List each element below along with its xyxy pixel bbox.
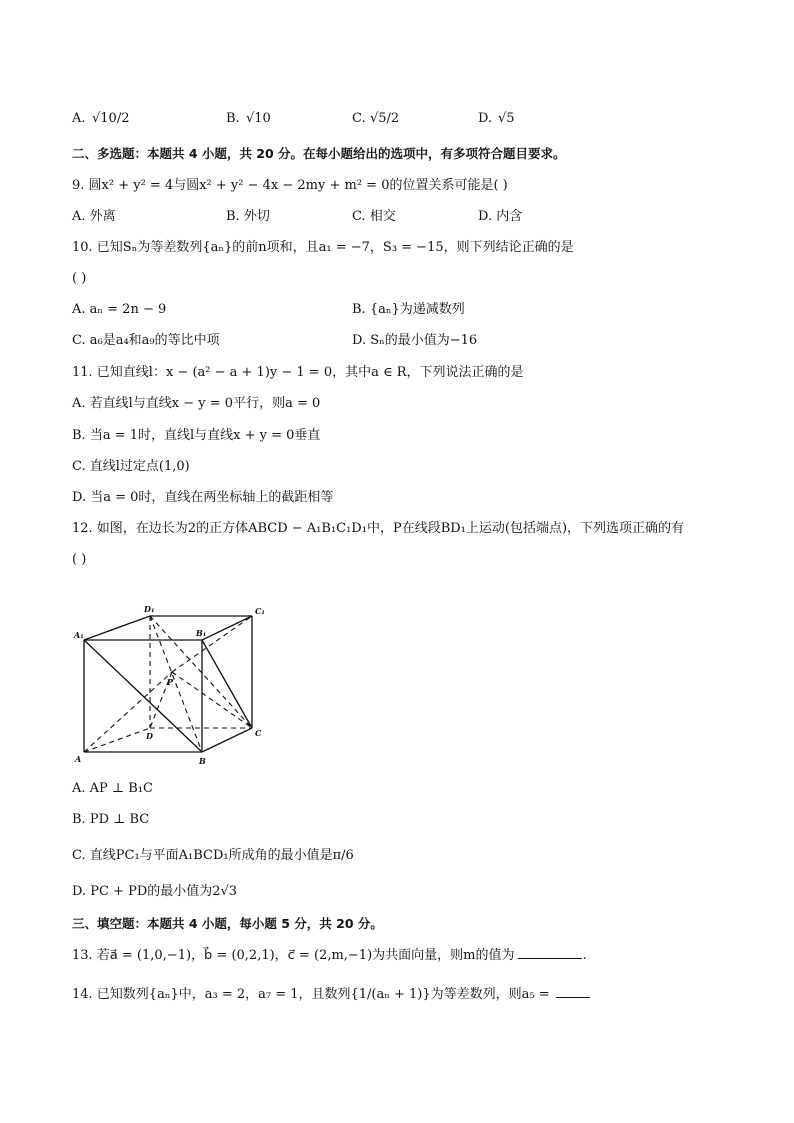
q12-option-c: C. 直线PC₁与平面A₁BCD₁所成角的最小值是π/6 <box>72 848 354 863</box>
label-b1: B₁ <box>196 628 207 638</box>
q12-stem: 12. 如图，在边长为2的正方体ABCD − A₁B₁C₁D₁中，P在线段BD₁上运动(包括端点)，下列选项正确的有 <box>72 521 685 536</box>
q11-stem: 11. 已知直线l：x − (a² − a + 1)y − 1 = 0，其中a ∈ R，下列说法正确的是 <box>72 365 524 380</box>
q9-option-b: B. 外切 <box>226 209 270 224</box>
edge-a1d1 <box>84 616 150 640</box>
label-p: P <box>167 677 174 687</box>
label-d1: D₁ <box>144 604 155 614</box>
label-b: B <box>199 756 206 766</box>
q8-option-a: A. <box>72 111 86 126</box>
q11-option-b: B. 当a = 1时，直线l与直线x + y = 0垂直 <box>72 428 321 443</box>
q10-option-c: C. a₆是a₄和a₉的等比中项 <box>72 333 220 348</box>
q13-answer-blank[interactable] <box>518 946 582 959</box>
q8-option-a-expr: √10/2 <box>92 111 130 126</box>
q8-option-d-expr: √5 <box>498 111 515 126</box>
section3-header: 三、填空题：本题共 4 小题，每小题 5 分，共 20 分。 <box>72 916 383 931</box>
label-a: A <box>75 754 82 764</box>
q13-period: . <box>582 948 587 963</box>
q10-paren: ( ) <box>72 271 87 286</box>
edge-bc <box>202 728 252 752</box>
q13-line <box>72 946 587 965</box>
q11-option-a: A. 若直线l与直线x − y = 0平行，则a = 0 <box>72 396 321 411</box>
q13-stem: 13. 若a⃗ = (1,0,−1)，b⃗ = (0,2,1)，c⃗ = (2,m,−1)为共面向量，则m的值为 <box>72 948 515 963</box>
cube-figure <box>72 600 282 772</box>
q12-option-a: A. AP ⊥ B₁C <box>72 781 153 796</box>
q11-option-c: C. 直线l过定点(1,0) <box>72 459 190 474</box>
q8-option-c-expr: √5/2 <box>370 111 400 126</box>
q9-option-a: A. 外离 <box>72 209 116 224</box>
section2-header: 二、多选题：本题共 4 小题，共 20 分。在每小题给出的选项中，有多项符合题目要求。 <box>72 146 566 161</box>
q9-stem: 9. 圆x² + y² = 4与圆x² + y² − 4x − 2my + m² = 0的位置关系可能是( ) <box>72 178 508 193</box>
q14-line <box>72 985 590 1004</box>
edge-ad <box>84 728 150 752</box>
q8-option-d: D. <box>478 111 493 126</box>
q9-option-c: C. 相交 <box>352 209 396 224</box>
edge-b1c1 <box>202 616 252 640</box>
q10-option-b: B. {aₙ}为递减数列 <box>352 302 465 317</box>
q10-option-a: A. aₙ = 2n − 9 <box>72 302 167 317</box>
q10-option-d: D. Sₙ的最小值为−16 <box>352 333 478 348</box>
q8-option-b: B. <box>226 111 240 126</box>
diag-a1b <box>84 640 202 752</box>
seg-pc <box>172 672 252 728</box>
q11-option-d: D. 当a = 0时，直线在两坐标轴上的截距相等 <box>72 490 334 505</box>
q8-option-c: C. <box>352 111 366 126</box>
seg-pc1 <box>172 616 252 672</box>
diag-d1b <box>150 616 202 752</box>
label-d: D <box>146 731 153 741</box>
q14-answer-blank[interactable] <box>556 985 590 998</box>
label-c: C <box>255 728 262 738</box>
q14-stem: 14. 已知数列{aₙ}中，a₃ = 2，a₇ = 1，且数列{1/(aₙ + 1)}为等差数列，则a₅ = <box>72 987 550 1002</box>
q8-option-b-expr: √10 <box>246 111 271 126</box>
q12-option-b: B. PD ⊥ BC <box>72 812 150 827</box>
q9-option-d: D. 内含 <box>478 209 523 224</box>
q12-option-d: D. PC + PD的最小值为2√3 <box>72 884 238 899</box>
q10-stem: 10. 已知Sₙ为等差数列{aₙ}的前n项和，且a₁ = −7，S₃ = −15，则下列结论正确的是 <box>72 240 574 255</box>
label-a1: A₁ <box>74 630 84 640</box>
label-c1: C₁ <box>255 606 265 616</box>
seg-ap <box>84 672 172 752</box>
diag-b1c <box>202 640 252 728</box>
q12-paren: ( ) <box>72 552 87 567</box>
